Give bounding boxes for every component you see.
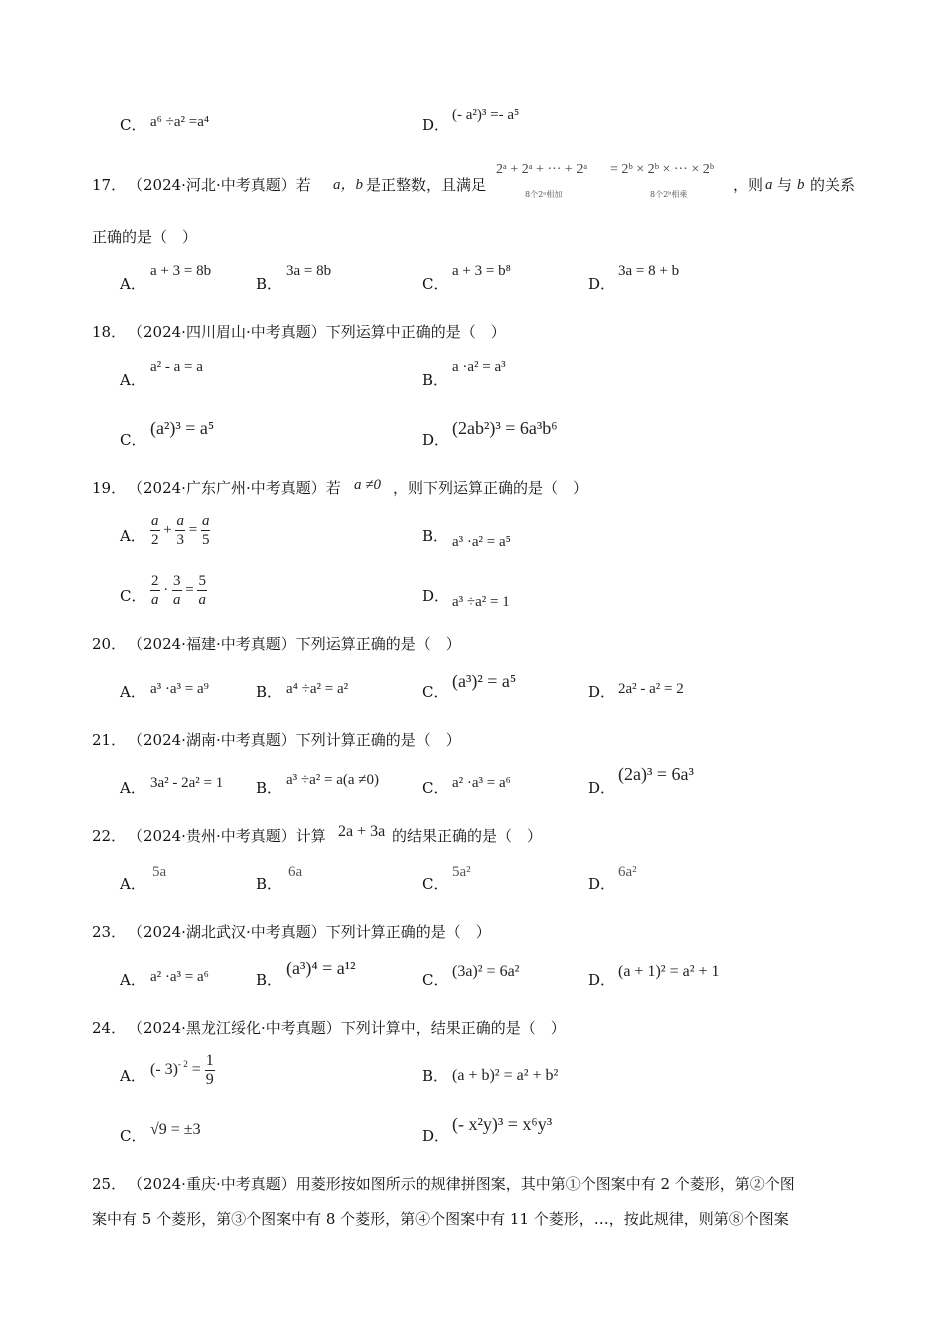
option-label-b: B． — [256, 971, 283, 989]
q22-option-c-math: 5a² — [452, 864, 471, 880]
question-source: （2024·河北·中考真题）若 — [128, 176, 311, 194]
question-stem: （2024·四川眉山·中考真题）下列运算中正确的是（ ） — [128, 323, 506, 341]
question-stem: （2024·贵州·中考真题）计算 — [128, 827, 326, 845]
option-label-d: D． — [422, 116, 450, 134]
q23-option-d-math: (a + 1)² = a² + 1 — [618, 963, 720, 980]
q17-stem-end-1: ，则 — [733, 176, 764, 194]
q18-option-c-math: (a²)³ = a⁵ — [150, 418, 215, 438]
option-label-c: C． — [120, 116, 147, 134]
q17-var-b: b — [797, 177, 805, 193]
question-number: 22． — [92, 827, 127, 845]
option-label-b: B． — [256, 683, 283, 701]
q21-option-c-math: a² ·a³ = a⁶ — [452, 775, 511, 791]
option-label-c: C． — [422, 275, 449, 293]
option-label-c: C． — [422, 875, 449, 893]
q17-underbrace-right: 8个2ᵇ相乘 — [650, 190, 688, 199]
q18-option-b-math: a ·a² = a³ — [452, 359, 506, 375]
q20-option-d-math: 2a² - a² = 2 — [618, 681, 684, 697]
q17-option-c-math: a + 3 = b⁸ — [452, 263, 511, 279]
q22-option-d-math: 6a² — [618, 864, 637, 880]
option-label-a: A． — [120, 275, 146, 293]
option-label-a: A． — [120, 371, 146, 389]
question-number: 23． — [92, 923, 127, 941]
question-number: 19． — [92, 479, 127, 497]
option-label-b: B． — [422, 527, 449, 545]
q17-underbrace-left: 8个2ᵃ相加 — [525, 190, 563, 199]
option-label-d: D． — [588, 971, 616, 989]
q17-stem-mid: 是正整数，且满足 — [366, 176, 487, 194]
q19-option-a-math: $\frac{a}{2}$ + $\frac{a}{3}$ = $\frac{a}{5}$ — [151, 513, 210, 548]
q17-var-a: a — [765, 177, 773, 193]
option-label-a: A． — [120, 1067, 146, 1085]
option-label-c: C． — [422, 683, 449, 701]
question-stem: ，则下列运算正确的是（ ） — [393, 479, 589, 497]
question-stem: （2024·湖南·中考真题）下列计算正确的是（ ） — [128, 731, 461, 749]
q19-option-b-math: a³ ·a² = a⁵ — [452, 534, 511, 550]
question-number: 20． — [92, 635, 127, 653]
q20-option-a-math: a³ ·a³ = a⁹ — [150, 681, 209, 697]
question-number: 25． — [92, 1175, 127, 1193]
q22-option-a-math: 5a — [152, 864, 167, 880]
option-label-a: A． — [120, 875, 146, 893]
question-stem: （2024·黑龙江绥化·中考真题）下列计算中，结果正确的是（ ） — [128, 1019, 566, 1037]
option-label-d: D． — [588, 779, 616, 797]
question-stem: （2024·福建·中考真题）下列运算正确的是（ ） — [128, 635, 461, 653]
q17-formula-right: = 2ᵇ × 2ᵇ × ··· × 2ᵇ — [610, 162, 715, 177]
option-label-b: B． — [256, 275, 283, 293]
q17-vars: a，b — [333, 177, 364, 193]
q23-option-c-math: (3a)² = 6a² — [452, 963, 520, 980]
q21-option-d-math: (2a)³ = 6a³ — [618, 764, 694, 784]
q24-option-a-math: (- 3)$^{- 2}$ = $\frac{1}{9}$ — [150, 1052, 214, 1088]
q22-option-b-math: 6a — [288, 864, 303, 880]
q19-condition: a ≠0 — [354, 477, 381, 493]
q19-option-c-math: $\frac{2}{a}$ · $\frac{3}{a}$ = $\frac{5}{a}$ — [151, 573, 206, 608]
q24-option-b-math: (a + b)² = a² + b² — [452, 1067, 559, 1084]
question-number: 18． — [92, 323, 127, 341]
q20-option-c-math: (a³)² = a⁵ — [452, 671, 517, 691]
question-stem-line2: 案中有 5 个菱形，第③个图案中有 8 个菱形，第④个图案中有 11 个菱形，…，按此规律，则第⑧个图案 — [92, 1210, 789, 1228]
q19-option-d-math: a³ ÷a² = 1 — [452, 594, 510, 610]
option-label-a: A． — [120, 683, 146, 701]
question-stem: （2024·广东广州·中考真题）若 — [128, 479, 341, 497]
q20-option-b-math: a⁴ ÷a² = a² — [286, 681, 349, 697]
q24-option-d-math: (- x²y)³ = x⁶y³ — [452, 1114, 553, 1134]
option-label-a: A． — [120, 779, 146, 797]
q17-formula-left: 2ᵃ + 2ᵃ + ··· + 2ᵃ — [496, 162, 588, 177]
q23-option-a-math: a² ·a³ = a⁶ — [150, 969, 209, 985]
q17-option-a-math: a + 3 = 8b — [150, 263, 212, 279]
question-stem: （2024·重庆·中考真题）用菱形按如图所示的规律拼图案，其中第①个图案中有 2 个菱形，第②个图 — [128, 1175, 795, 1193]
q22-expression: 2a + 3a — [338, 823, 386, 840]
q16-option-d-math: (- a²)³ =- a⁵ — [452, 107, 520, 123]
question-number: 24． — [92, 1019, 127, 1037]
option-label-b: B． — [422, 1067, 449, 1085]
q21-option-a-math: 3a² - 2a² = 1 — [150, 775, 224, 791]
q18-option-d-math: (2ab²)³ = 6a³b⁶ — [452, 418, 558, 438]
q16-option-c-math: a⁶ ÷a² =a⁴ — [150, 114, 210, 130]
q23-option-b-math: (a³)⁴ = a¹² — [286, 958, 356, 978]
option-label-c: C． — [422, 971, 449, 989]
option-label-a: A． — [120, 971, 146, 989]
option-label-d: D． — [588, 683, 616, 701]
q21-option-b-math: a³ ÷a² = a(a ≠0) — [286, 772, 380, 788]
q17-stem-end-3: 的关系 — [810, 176, 856, 194]
option-label-b: B． — [256, 875, 283, 893]
option-label-b: B． — [422, 371, 449, 389]
q18-option-a-math: a² - a = a — [150, 359, 203, 375]
q24-option-c-math: √9 = ±3 — [150, 1121, 201, 1138]
option-label-c: C． — [120, 1127, 147, 1145]
q17-stem-end-2: 与 — [777, 176, 793, 194]
option-label-d: D． — [588, 275, 616, 293]
option-label-d: D． — [422, 431, 450, 449]
q17-option-d-math: 3a = 8 + b — [618, 263, 680, 279]
option-label-c: C． — [120, 431, 147, 449]
question-stem: 的结果正确的是（ ） — [392, 827, 543, 845]
option-label-d: D． — [588, 875, 616, 893]
question-number: 17． — [92, 176, 127, 194]
option-label-b: B． — [256, 779, 283, 797]
q17-option-b-math: 3a = 8b — [286, 263, 332, 279]
option-label-c: C． — [422, 779, 449, 797]
option-label-d: D． — [422, 1127, 450, 1145]
option-label-a: A． — [120, 527, 146, 545]
q17-stem-line2: 正确的是（ ） — [92, 228, 198, 246]
option-label-d: D． — [422, 587, 450, 605]
option-label-c: C． — [120, 587, 147, 605]
question-stem: （2024·湖北武汉·中考真题）下列计算正确的是（ ） — [128, 923, 491, 941]
question-number: 21． — [92, 731, 127, 749]
